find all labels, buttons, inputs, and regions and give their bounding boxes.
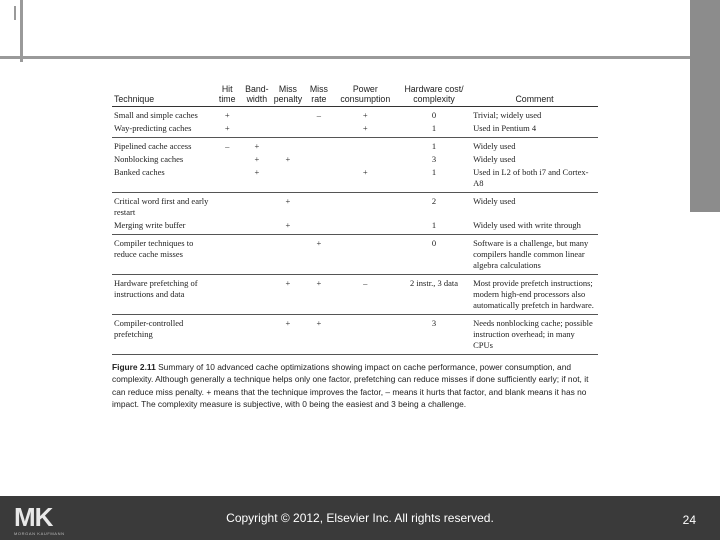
figure [112,80,598,411]
table-cell-rate [304,153,334,166]
decorative-right-bar [690,0,720,212]
table-cell-rate [304,193,334,220]
table-row [112,315,598,355]
table-row [112,153,598,166]
table-cell-pen [272,235,304,275]
table-cell-rate: + [304,315,334,355]
table-cell-power [334,219,397,235]
header-miss-rate: Miss rate [304,80,334,107]
table-cell-technique: Nonblocking caches [114,154,184,164]
table-cell-hw: 0 [431,110,437,120]
table-cell-hw: 1 [397,166,471,193]
table-cell-hit [213,275,242,315]
table-row [112,235,598,275]
table-row-group [112,275,598,315]
table-header-row [112,80,598,107]
table-cell-power: + [362,110,368,120]
table-cell-comment: Trivial; widely used [473,110,542,120]
table-cell-hit: + [224,110,230,120]
header-comment: Comment [471,80,598,107]
table-row [112,275,598,315]
table-cell-pen: + [272,219,304,235]
table-cell-power [334,193,397,220]
table-cell-band [242,235,272,275]
caption-label: Figure 2.11 [112,362,156,372]
table-cell-power [334,315,397,355]
logo-subtext: MORGAN KAUFMANN [14,531,65,536]
table-cell-comment: Widely used with write through [471,219,598,235]
table-cell-hw: 3 [397,315,471,355]
table-cell-band: + [254,141,260,151]
table-row [112,166,598,193]
table-cell-hw: 2 [431,196,437,206]
table-cell-power: + [334,122,397,138]
table-cell-hit [213,153,242,166]
table-cell-band [242,275,272,315]
table-cell-comment: Most provide prefetch instructions; modern high-end processors also automatically prefetch in hardware. [471,275,598,315]
table-cell-hw: 2 instr., 3 data [397,275,471,315]
table-cell-pen [272,166,304,193]
table-cell-hw: 1 [397,122,471,138]
table-cell-band [242,193,272,220]
table-row-group [112,107,598,138]
table-cell-band [242,122,272,138]
table-cell-power [334,138,397,154]
decorative-vertical-line [20,0,23,62]
header-power-consumption: Power consumption [334,80,397,107]
table-cell-rate: + [304,235,334,275]
figure-caption [112,361,598,411]
table-cell-comment: Needs nonblocking cache; possible instruction overhead; in many CPUs [471,315,598,355]
table-row [112,138,598,154]
table-cell-hit [213,166,242,193]
caption-text: Summary of 10 advanced cache optimizations showing impact on cache performance, power consumption, and complexity. Although generally a technique helps only one factor, prefetching can reduce misses if done sufficiently early; if not, it can reduce miss penalty. + means that the technique improves the factor, – means it hurts that factor, and blank means it has no impact. The complexity measure is subjective, with 0 being the easiest and 3 being a challenge. [112,362,589,410]
table-cell-power [334,153,397,166]
table-row [112,193,598,220]
table-cell-technique: Way-predicting caches [112,122,213,138]
table-cell-band [242,107,272,123]
table-cell-pen: + [285,154,291,164]
table-row-group [112,315,598,355]
table-cell-hw: 0 [397,235,471,275]
cache-optimizations-table [112,80,598,355]
table-cell-technique: Small and simple caches [114,110,198,120]
table-cell-pen [272,107,304,123]
table-cell-comment: Widely used [473,141,516,151]
table-cell-rate [304,166,334,193]
table-cell-rate: – [316,110,321,120]
table-cell-technique: Critical word first and early restart [114,196,209,217]
table-cell-technique: Merging write buffer [112,219,213,235]
table-cell-band [242,315,272,355]
table-cell-hit [213,315,242,355]
table-cell-rate [304,138,334,154]
table-cell-pen: + [285,196,291,206]
header-hardware-cost: Hardware cost/ complexity [397,80,471,107]
table-cell-rate [304,122,334,138]
table-cell-rate: + [304,275,334,315]
table-cell-hw: 1 [431,141,437,151]
table-cell-comment: Widely used [473,154,516,164]
table-cell-hw: 3 [431,154,437,164]
table-cell-technique: Hardware prefetching of instructions and data [112,275,213,315]
table-cell-power: – [334,275,397,315]
table-cell-band [242,219,272,235]
page-number: 24 [682,513,696,527]
decorative-horizontal-line [0,56,690,59]
table-cell-pen [272,122,304,138]
table-cell-comment: Used in Pentium 4 [471,122,598,138]
table-cell-band: + [242,166,272,193]
table-cell-rate [304,219,334,235]
header-hit-time: Hit time [213,80,242,107]
decorative-tick [14,6,16,20]
table-cell-comment: Used in L2 of both i7 and Cortex-A8 [471,166,598,193]
table-row [112,219,598,235]
table-cell-hit [213,193,242,220]
table-row-group [112,193,598,235]
table-cell-band: + [254,154,260,164]
table-cell-power [334,235,397,275]
table-cell-hit [213,219,242,235]
table-row-group [112,138,598,193]
table-cell-comment: Software is a challenge, but many compilers handle common linear algebra calculations [471,235,598,275]
header-technique: Technique [112,80,213,107]
table-cell-pen: + [272,315,304,355]
table-cell-technique: Compiler techniques to reduce cache misses [112,235,213,275]
table-cell-hit [213,235,242,275]
table-cell-technique: Compiler-controlled prefetching [112,315,213,355]
table-cell-pen [272,138,304,154]
header-miss-penalty: Miss penalty [272,80,304,107]
table-cell-pen: + [272,275,304,315]
table-cell-technique: Pipelined cache access [114,141,192,151]
table-cell-hit: + [213,122,242,138]
table-row [112,122,598,138]
logo-mark: MK [14,502,53,532]
table-cell-power: + [334,166,397,193]
table-cell-hw: 1 [397,219,471,235]
slide-footer [0,496,720,540]
table-row-group [112,235,598,275]
table-row [112,107,598,123]
header-bandwidth: Band- width [242,80,272,107]
table-cell-comment: Widely used [473,196,516,206]
table-cell-technique: Banked caches [112,166,213,193]
table-cell-hit: – [225,141,230,151]
copyright-text: Copyright © 2012, Elsevier Inc. All rights reserved. [226,511,494,525]
